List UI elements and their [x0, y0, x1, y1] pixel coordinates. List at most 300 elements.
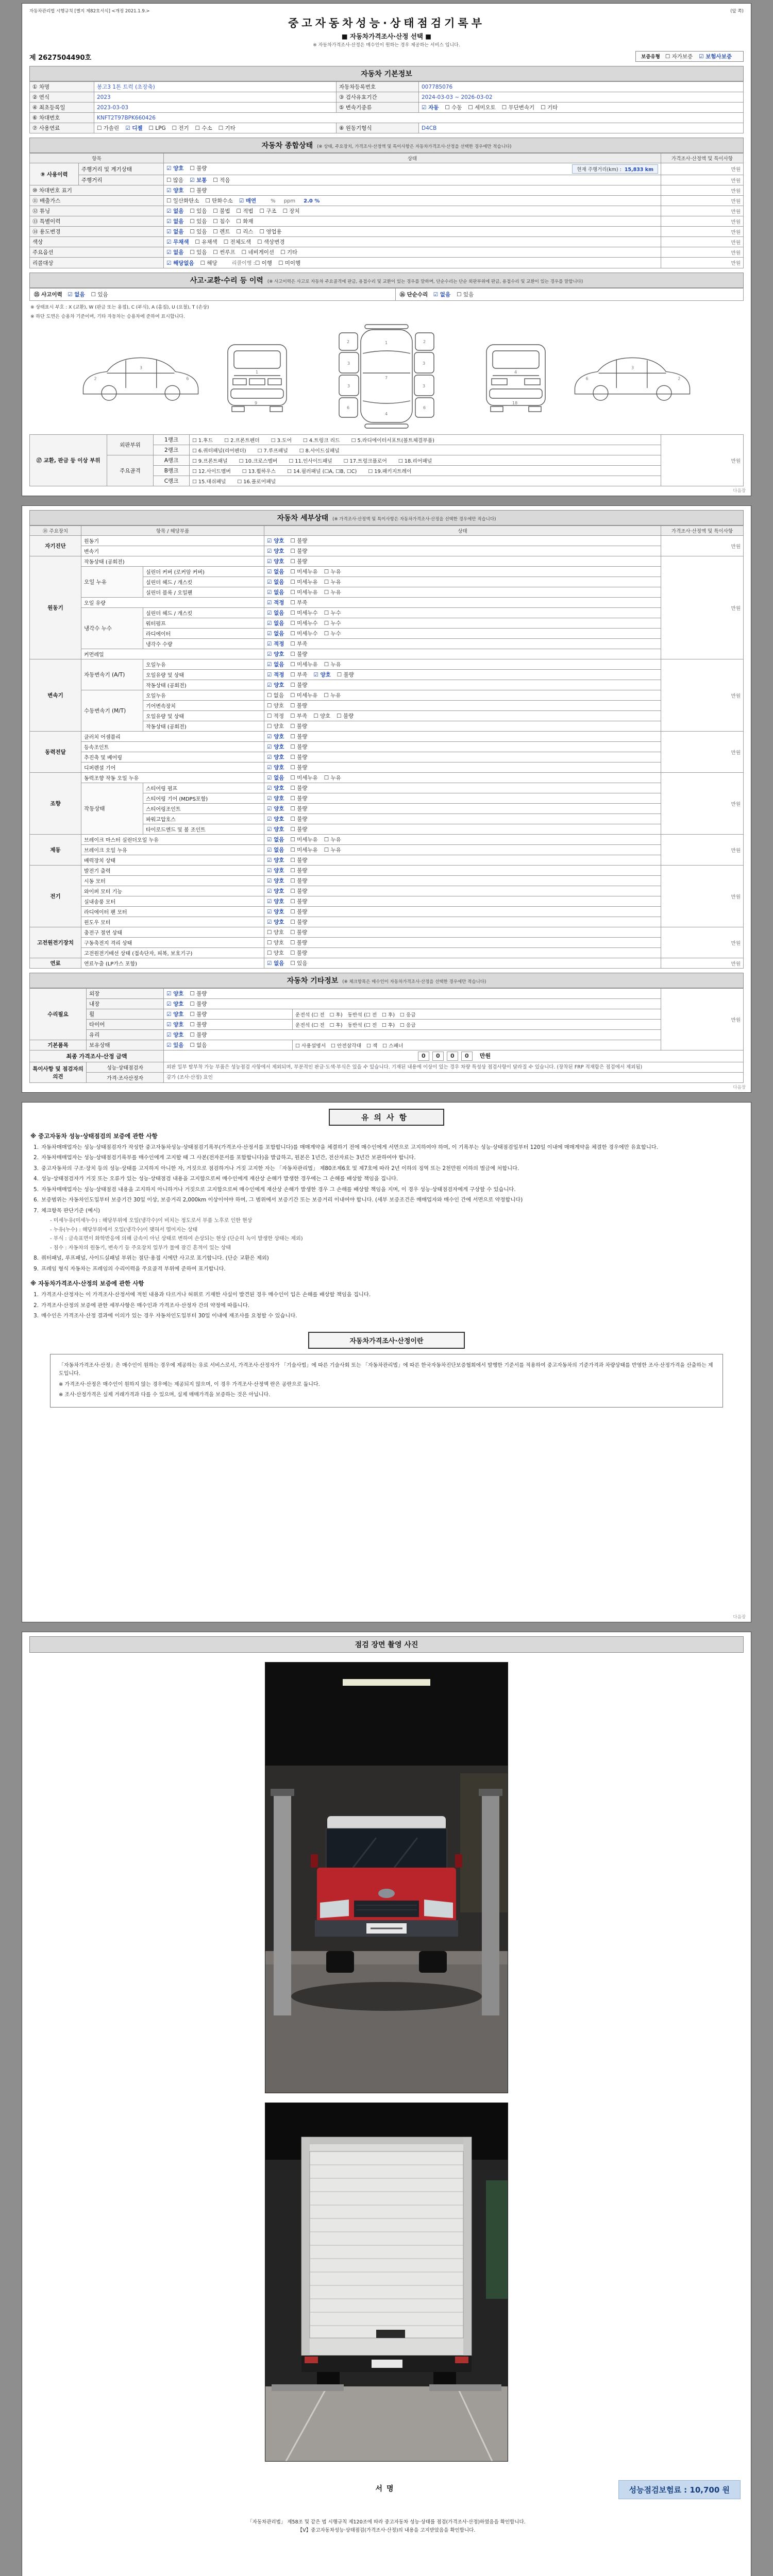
table-row [30, 649, 744, 659]
photo-section-header: 점검 장면 촬영 사진 [29, 1636, 744, 1653]
checkbox-group [267, 827, 313, 833]
device-group-label: 조향 [30, 773, 81, 835]
svg-text:2: 2 [94, 376, 97, 381]
checkbox-option: ☐ 렌트 [213, 229, 230, 235]
sub-group-label: 냉각수 누수 [81, 608, 143, 649]
notice-item-text: 프레임 형식 자동차는 프레임의 수리이력을 주요골격 부위에 준하여 표기합니다. [41, 1265, 226, 1272]
item-label: 라디에이터 팬 모터 [81, 907, 264, 917]
opinion-author-label: 가격·조사산정자 [87, 1073, 164, 1083]
checkbox-option: ☐ 해당 [200, 260, 217, 266]
state-cell [264, 835, 661, 845]
checkbox-option: ☐ 색상변경 [257, 239, 285, 245]
state-cell [264, 773, 661, 783]
item-label: 기어변속장치 [143, 701, 264, 711]
item-label: 등속조인트 [81, 742, 264, 752]
rear-view-diagram [477, 335, 554, 418]
checkbox-option: ☐ 불량 [337, 672, 354, 678]
notice-item-number: 2. [33, 1302, 39, 1309]
notice-item-text: 가격조사·산정의 보증에 관한 세부사항은 매수인과 가격조사·산정자 간의 약정에 따릅니다. [41, 1302, 250, 1309]
checkbox-option: ☐ 없음 [190, 1042, 207, 1048]
table-row [30, 948, 744, 958]
checkbox-group [267, 817, 313, 822]
checkbox-option: ☐ 불량 [290, 857, 308, 863]
column-header: 항목 [30, 154, 164, 163]
svg-text:6: 6 [347, 405, 350, 410]
notice-item-number: 4. [33, 1176, 39, 1182]
panel-items: ☐ 6.쿼터패널(리어펜더) ☐ 7.루프패널 ☐ 8.사이드실패널 [190, 445, 661, 455]
accident-history-cell: ⑮ 사고이력 ☑ 없음 ☐ 있음 [30, 289, 396, 301]
checkbox-option: ☑ 보통 [190, 177, 207, 183]
final-price-label: 최종 가격조사·산정 금액 [30, 1050, 164, 1062]
state-cell [164, 999, 661, 1009]
field-label: ⑥ 차대번호 [30, 113, 94, 123]
device-group-label: 연료 [30, 958, 81, 969]
table-row [30, 999, 744, 1009]
opinion-author-label: 성능·상태점검자 [87, 1062, 164, 1073]
checkbox-option: ☐ 양호 [267, 929, 284, 936]
field-label: ⑧ 원동기형식 [337, 123, 419, 133]
svg-text:18: 18 [512, 400, 518, 405]
item-label: 커먼레일 [81, 649, 264, 659]
checkbox-option: ☑ 없음 [166, 208, 184, 214]
notice-item-text: 가격조사·산정자는 이 가격조사·산정서에 적힌 내용과 다르거나 허위로 기재한 사실이 발견된 경우 매수인이 입은 손해를 배상할 책임을 집니다. [41, 1292, 371, 1298]
item-label: 작동상태 (공회전) [143, 680, 264, 690]
row-group: ⑨ 사용이력 [30, 163, 79, 185]
vehicle-damage-diagrams [29, 324, 744, 429]
checkbox-option: ☑ 양호 [267, 734, 284, 740]
checkbox-option: ☐ 미세누수 [290, 631, 318, 637]
checkbox-option: ☑ 없음 [166, 229, 184, 235]
warranty-type-box [635, 51, 744, 62]
notice-item [31, 1185, 742, 1194]
right-side-view-diagram [568, 348, 697, 405]
checkbox-group [267, 641, 313, 647]
field-label: ④ 최초등록일 [30, 103, 94, 113]
table-row [30, 886, 744, 896]
checkbox-option: ☐ 있음 [190, 229, 207, 235]
checkbox-option: ☐ 누유 [324, 837, 341, 843]
item-label: 변속기 [81, 546, 264, 556]
field-label: ② 연식 [30, 92, 94, 103]
row-label: ⑬ 특별이력 [30, 216, 164, 227]
extra-cell: ☐ 사용설명서 ☐ 안전삼각대 ☐ 잭 ☐ 스패너 [293, 1040, 661, 1050]
checkbox-option: ☐ 불량 [290, 651, 308, 657]
checkbox-option: ☐ 불량 [190, 991, 207, 997]
sub-group-label: 수동변속기 (M/T) [81, 690, 143, 732]
notice-item [31, 1254, 742, 1262]
definition-line: ※ 조사·산정가격은 실제 거래가격과 다를 수 있으며, 실제 매매가격을 보증하는 것은 아닙니다. [59, 1392, 271, 1398]
opinion-section-label: 특이사항 및 점검자의 의견 [30, 1062, 87, 1083]
table-row [30, 752, 744, 762]
checkbox-option: ☐ 부족 [290, 713, 308, 719]
row-label: 주행거리 [79, 175, 164, 185]
checkbox-option: ☐ 누유 [324, 692, 341, 699]
state-cell [264, 670, 661, 680]
form-page-1 [22, 3, 751, 496]
table-row [30, 113, 744, 123]
notice-item [31, 1265, 742, 1273]
item-label: 유리 [87, 1030, 164, 1040]
checkbox-option: ☑ 양호 [267, 857, 284, 863]
item-label: 배력장치 상태 [81, 855, 264, 866]
price-cell: 만원 [661, 556, 744, 659]
checkbox-option: ☑ 양호 [267, 868, 284, 874]
checkbox-group [267, 693, 347, 699]
table-row [30, 92, 744, 103]
table-row [30, 690, 744, 701]
notice-item-number: 1. [33, 1144, 39, 1150]
checkbox-option: ☑ 보험사보증 [699, 54, 732, 60]
page-marker: (앞 쪽) [730, 9, 744, 14]
checkbox-option: ☐ 불량 [290, 548, 308, 554]
item-label: 연료누출 (LP가스 포함) [81, 958, 264, 969]
checkbox-group [166, 260, 224, 266]
price-cell: 만원 [661, 196, 744, 206]
simple-repair-options [433, 292, 480, 298]
checkbox-option: ☐ 기타 [218, 125, 236, 131]
basic-info-table [29, 81, 744, 133]
rank-label: A랭크 [154, 455, 190, 466]
checkbox-option: ☐ 누유 [324, 662, 341, 668]
notice-item-number: 1. [33, 1292, 39, 1298]
state-cell [164, 247, 661, 258]
state-cell [264, 721, 661, 732]
svg-text:3: 3 [423, 361, 426, 366]
checkbox-option: ☑ 양호 [166, 165, 184, 172]
checkbox-group [267, 899, 313, 905]
state-cell [264, 845, 661, 855]
checkbox-option: ☐ 미세누유 [290, 692, 318, 699]
notice-item-text: 중고자동차의 구조·장치 등의 성능·상태를 고지하지 아니한 자, 거짓으로 점검하거나 거짓 고지한 자는 「자동차관리법」 제80조제6호 및 제7호에 따라 2년 이하의 징역 또는 2천만원 이하의 벌금에 처합니다. [41, 1165, 519, 1172]
state-cell [264, 876, 661, 886]
price-cell: 만원 [661, 163, 744, 175]
checkbox-group [267, 796, 313, 802]
state-cell [264, 886, 661, 896]
opinion-row [30, 1062, 744, 1073]
front-view-diagram [219, 335, 296, 418]
checkbox-group [267, 631, 347, 637]
checkbox-group [267, 858, 313, 863]
checkbox-option: ☑ 자동 [422, 105, 439, 111]
state-cell [264, 927, 661, 938]
panel-group-label: 외판부위 [107, 435, 154, 455]
checkbox-option: ☐ 불량 [290, 816, 308, 822]
table-row [30, 163, 744, 175]
checkbox-option: ☐ 전체도색 [223, 239, 251, 245]
form-page-4 [22, 1632, 751, 2576]
notice-item [31, 1143, 742, 1151]
table-row [30, 103, 744, 113]
notice-item [31, 1312, 742, 1320]
checkbox-group [313, 672, 360, 678]
checkbox-option: ☐ 썬루프 [213, 249, 236, 256]
checkbox-option: ☐ 불량 [290, 558, 308, 565]
checkbox-option: ☐ 유채색 [195, 239, 217, 245]
checkbox-option: ☑ 없음 [267, 837, 284, 843]
checkbox-group [267, 621, 347, 626]
checkbox-option: ☐ 불량 [290, 888, 308, 894]
item-label: 오일 유량 [81, 598, 264, 608]
checkbox-option: ☐ 양호 [267, 703, 284, 709]
row-label: ⑫ 튜닝 [30, 206, 164, 216]
checkbox-option: ☑ 양호 [166, 1001, 184, 1007]
item-label: 시동 모터 [81, 876, 264, 886]
checkbox-group [213, 229, 288, 235]
price-cell: 만원 [661, 227, 744, 237]
checkbox-option: ☑ 없음 [267, 610, 284, 616]
checkbox-option: ☐ LPG [148, 125, 166, 131]
panel-items: ☐ 9.프론트패널 ☐ 10.크로스멤버 ☐ 11.인사이드패널 ☐ 17.트렁크플로어 ☐ 18.리어패널 [190, 455, 661, 466]
checkbox-option: ☐ 있음 [91, 292, 108, 298]
checkbox-option: ☐ 불량 [290, 806, 308, 812]
table-row [30, 608, 744, 618]
rank-label: B랭크 [154, 466, 190, 476]
state-cell [164, 1030, 661, 1040]
item-label: 실린더 커버 (로커암 커버) [143, 567, 264, 577]
column-header: 상태 [164, 154, 661, 163]
table-row [30, 917, 744, 927]
inspection-photo-rear [265, 2103, 508, 2462]
table-row [30, 773, 744, 783]
checkbox-group [267, 848, 347, 853]
price-digit: 0 [461, 1052, 473, 1061]
checkbox-option: ☐ 양호 [267, 950, 284, 956]
state-cell [264, 814, 661, 824]
state-cell [264, 855, 661, 866]
device-group-label: 제동 [30, 835, 81, 866]
item-label: 보유상태 [87, 1040, 164, 1050]
table-row [30, 1040, 744, 1050]
other-group-label: 기본품목 [30, 1040, 87, 1050]
notice-item-text: 성능·상태점검자가 거짓 또는 오류가 있는 성능·상태점검 내용을 고지함으로써 매수인에게 재산상 손해가 발생한 경우에는 그 손해를 배상할 책임을 집니다. [41, 1176, 398, 1182]
svg-text:4: 4 [385, 412, 388, 416]
checkbox-option: ☑ 없음 [267, 620, 284, 626]
section-accident-header: 사고·교환·수리 등 이력 (※ 사고이력은 사고로 자동차 주요골격에 판금, 용접수리 및 교환이 있는 경우를 말하며, 단순수리는 단순 외판부위에 판금, 용접수리 및 교환이 있는 경우를 말합니다) [29, 273, 744, 288]
row-label: 색상 [30, 237, 164, 247]
table-row [30, 732, 744, 742]
state-cell [164, 185, 661, 196]
exchange-repair-rank-table [29, 434, 744, 486]
checkbox-option: ☐ 미세누유 [290, 579, 318, 585]
checkbox-group [267, 611, 347, 616]
item-label: 실내송풍 모터 [81, 896, 264, 907]
checkbox-option: ☐ 미세누유 [290, 569, 318, 575]
rank-section-label: ⑰ 교환, 판금 등 이상 부위 [30, 435, 107, 486]
state-cell [164, 989, 661, 999]
table-row [30, 289, 744, 301]
state-cell [264, 680, 661, 690]
svg-text:4: 4 [514, 369, 517, 375]
checkbox-option: ☐ 양호 [313, 713, 331, 719]
checkbox-option: ☑ 양호 [267, 806, 284, 812]
price-cell: 만원 [661, 732, 744, 773]
checkbox-option: ☑ 양호 [267, 795, 284, 802]
panel-items: ☐ 15.대쉬패널 ☐ 16.플로어패널 [190, 476, 661, 486]
price-cell: 만원 [661, 185, 744, 196]
item-label: 실린더 헤드 / 개스킷 [143, 577, 264, 587]
notice-item-number: 6. [33, 1197, 39, 1204]
state-cell [264, 752, 661, 762]
notice-item-text: 체크항목 판단기준 (예시) [41, 1207, 100, 1214]
notice-item-text: 자동차매매업자는 성능·상태점검기록부를 매수인에게 고지할 때 그 사본(전자문서를 포함합니다)을 발급하고, 원본은 1년간, 전산자료는 3년간 보관하여야 합니다. [41, 1155, 416, 1161]
state-cell [264, 711, 661, 721]
checkbox-option: ☑ 양호 [166, 1032, 184, 1038]
item-label: 추진축 및 베어링 [81, 752, 264, 762]
checkbox-option: ☐ 적정 [267, 713, 284, 719]
state-cell [264, 567, 661, 577]
checkbox-option: ☑ 양호 [267, 538, 284, 544]
column-header: 상태 [264, 526, 661, 536]
checkbox-option: ☐ 불량 [290, 950, 308, 956]
registration-number-value: 007785076 [419, 82, 744, 92]
checkbox-option: ☐ 탄화수소 [205, 198, 233, 204]
other-info-table [29, 988, 744, 1083]
other-group-label: 수리필요 [30, 989, 87, 1040]
state-cell [164, 258, 661, 268]
section-overall-header: 자동차 종합상태 (※ 상태, 주요장치, 가격조사·산정액 및 특이사항은 자동차가격조사·산정을 선택한 경우에만 적습니다) [29, 138, 744, 153]
checkbox-option: ☑ 적정 [267, 672, 284, 678]
table-header-row [30, 154, 744, 163]
checkbox-group [267, 590, 347, 596]
item-label: 충전구 절연 상태 [81, 927, 264, 938]
checkbox-option: ☑ 양호 [267, 548, 284, 554]
svg-text:3: 3 [631, 365, 634, 370]
transmission-options [419, 103, 744, 113]
panel-items: ☐ 12.사이드멤버 ☐ 13.휠하우스 ☐ 14.필러패널 (☐A, ☐B, ☐C) ☐ 19.패키지트레이 [190, 466, 661, 476]
item-label: 라디에이터 [143, 629, 264, 639]
checkbox-option: ☑ 양호 [267, 765, 284, 771]
checkbox-option: ☑ 없음 [267, 631, 284, 637]
checkbox-option: ☐ 양호 [267, 723, 284, 730]
checkbox-option: ☑ 양호 [267, 826, 284, 833]
checkbox-group [267, 714, 313, 719]
table-row [30, 196, 744, 206]
table-row [30, 247, 744, 258]
opinion-text: 외판 일부 탈부착 가능 부품은 성능점검 사항에서 제외되며, 부분적인 판금·도색·부식은 있을 수 있습니다. 기재된 내용에 이상이 있는 경우 차량 특성상 점검사항이 달라질 수 있습니다. (장착된 FRP 적재함은 점검에서 제외됨) [164, 1062, 744, 1073]
price-cell: 만원 [661, 927, 744, 958]
checkbox-option: ☐ 불량 [190, 1011, 207, 1018]
item-label: 발전기 출력 [81, 866, 264, 876]
item-label: 실린더 블록 / 오일팬 [143, 587, 264, 598]
item-label: 내장 [87, 999, 164, 1009]
state-cell [264, 701, 661, 711]
checkbox-group [267, 786, 313, 791]
svg-text:6: 6 [186, 376, 189, 381]
state-cell [264, 896, 661, 907]
checkbox-option: ☑ 양호 [267, 878, 284, 884]
checkbox-group [267, 755, 313, 760]
checkbox-option: ☐ 침수 [213, 218, 230, 225]
price-cell: 만원 [661, 659, 744, 732]
simple-repair-cell: ⑯ 단순수리 ☑ 없음 ☐ 있음 [395, 289, 744, 301]
checkbox-option: ☐ 불량 [290, 538, 308, 544]
fuel-options [94, 123, 337, 133]
checkbox-option: ☑ 양호 [267, 816, 284, 822]
state-cell [264, 639, 661, 649]
checkbox-group [166, 218, 213, 225]
state-cell [264, 732, 661, 742]
table-row [30, 783, 744, 793]
checkbox-group [267, 569, 347, 575]
checkbox-option: ☐ 있음 [190, 208, 207, 214]
checkbox-group [224, 239, 291, 245]
checkbox-group [166, 198, 262, 204]
checkbox-group [267, 961, 313, 967]
checkbox-option: ☐ 누수 [324, 610, 341, 616]
rank-label: 2랭크 [154, 445, 190, 455]
item-label: 오일유량 및 상태 [143, 711, 264, 721]
opinion-text: 감가 (조사·산정) 요인 [164, 1073, 744, 1083]
notice-item-text: 자동차매매업자는 성능·상태점검 내용을 고지하지 아니하거나 거짓으로 고지함으로써 매수인에게 재산상 손해가 발생한 경우 그 손해를 배상할 책임을 지며, 이 경우 성능·상태점검자에게 구상할 수 있습니다. [41, 1186, 516, 1193]
price-cell: 만원 [661, 835, 744, 866]
checkbox-group [267, 683, 313, 688]
table-row [30, 876, 744, 886]
table-row [30, 82, 744, 92]
state-cell [264, 824, 661, 835]
notice-item [31, 1154, 742, 1162]
checkbox-option: ☐ 불량 [290, 703, 308, 709]
notice-item [31, 1196, 742, 1204]
notice-item-number: 7. [33, 1207, 39, 1214]
vin-value: KNFT2T97BPK660426 [94, 113, 744, 123]
checkbox-option: ☐ 자가보증 [665, 54, 693, 60]
item-label: 스티어링 펌프 [143, 783, 264, 793]
checkbox-option: ☐ 있음 [190, 218, 207, 225]
checkbox-option: ☑ 없음 [267, 569, 284, 575]
checkbox-group [267, 724, 313, 730]
checkbox-option: ☑ 양호 [166, 991, 184, 997]
item-label: 오일누유 [143, 659, 264, 670]
state-cell [264, 618, 661, 629]
checkbox-option: ☐ 구조 [259, 208, 277, 214]
warranty-type-label: 보증유형 [641, 54, 660, 60]
checkbox-option: ☑ 양호 [267, 754, 284, 760]
checkbox-option: ☐ 없음 [267, 692, 284, 699]
detail-condition-table [29, 526, 744, 969]
checkbox-option: ☑ 없음 [433, 292, 451, 298]
item-label: 구동축전지 격리 상태 [81, 938, 264, 948]
checkbox-option: ☑ 양호 [267, 651, 284, 657]
checkbox-option: ☐ 불량 [190, 1001, 207, 1007]
checkbox-option: ☐ 불량 [290, 765, 308, 771]
price-cell: 만원 [661, 258, 744, 268]
checkbox-option: ☐ 불법 [213, 208, 230, 214]
section-other-info-header: 자동차 기타정보 (※ 체크항목은 매수인이 자동차가격조사·산정을 선택한 경우에만 적습니다) [29, 973, 744, 988]
checkbox-option: ☐ 리스 [236, 229, 254, 235]
checkbox-option: ☐ 누유 [324, 589, 341, 596]
checkbox-option: ☐ 불량 [290, 909, 308, 915]
section-basic-info-header: 자동차 기본정보 [29, 66, 744, 81]
state-cell [264, 577, 661, 587]
state-cell [164, 196, 661, 206]
document-subtitle: ■ 자동차가격조사·산정 선택 ■ [341, 32, 432, 40]
checkbox-option: ☐ 기타 [280, 249, 298, 256]
accident-history-options [68, 292, 114, 298]
table-row [30, 206, 744, 216]
checkbox-option: ☑ 적정 [267, 641, 284, 647]
notice-item-number: 3. [33, 1313, 39, 1319]
svg-text:2: 2 [678, 376, 681, 381]
engine-type-value: D4CB [419, 123, 744, 133]
checkbox-option: ☑ 양호 [313, 672, 331, 678]
first-registration-value: 2023-03-03 [94, 103, 337, 113]
checkbox-option: ☐ 불량 [290, 919, 308, 925]
state-cell [264, 938, 661, 948]
price-cell: 만원 [661, 237, 744, 247]
vehicle-name-value: 봉고3 1톤 트럭 (초장축) [94, 82, 337, 92]
checkbox-option: ☐ 불량 [290, 785, 308, 791]
column-header: 항목 / 해당부품 [81, 526, 264, 536]
